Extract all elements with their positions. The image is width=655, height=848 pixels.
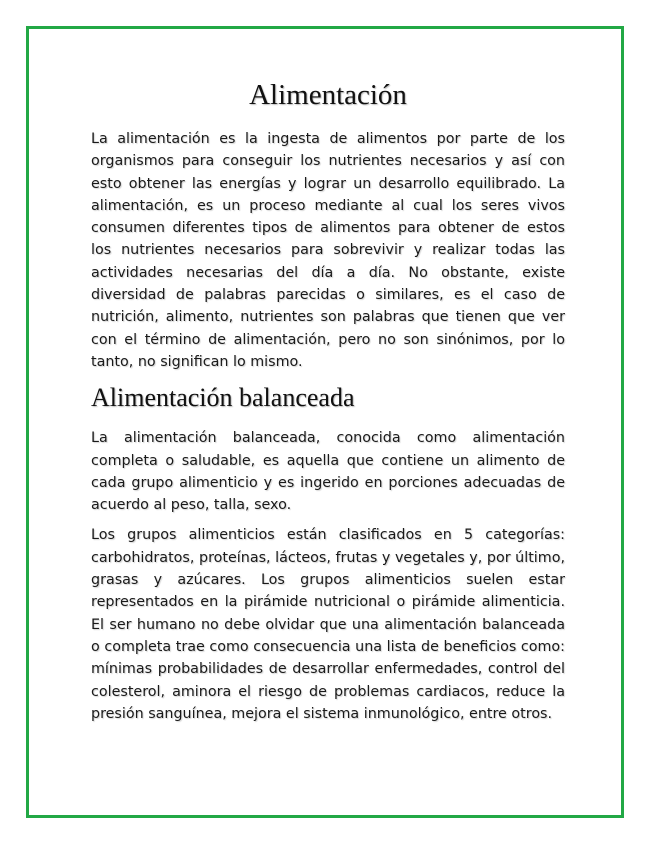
document-title: Alimentación (249, 79, 407, 111)
section-heading: Alimentación balanceada (91, 383, 355, 413)
intro-paragraph: La alimentación es la ingesta de alimentos por parte de los organismos para conseguir los nutrientes necesarios y así con esto obtener las energías y lograr un desarrollo equilibrado. La alimentación, es un proceso mediante al cual los seres vivos consumen diferentes tipos de alimentos para obtener de estos los nutrientes necesarios para sobrevivir y realizar todas las actividades necesarias del día a día. No obstante, existe diversidad de palabras parecidas o similares, es el caso de nutrición, alimento, nutrientes son palabras que tienen que ver con el término de alimentación, pero no son sinónimos, por lo tanto, no significan lo mismo. (91, 131, 565, 370)
document-content (91, 76, 565, 733)
section-paragraph: La alimentación balanceada, conocida como alimentación completa o saludable, es aquella que contiene un alimento de cada grupo alimenticio y es ingerido en porciones adecuadas de acuerdo al peso, talla, sexo. (91, 430, 565, 514)
section-paragraph: Los grupos alimenticios están clasificados en 5 categorías: carbohidratos, proteínas, lácteos, frutas y vegetales y, por último, grasas y azúcares. Los grupos alimenticios suelen estar representados en la pirámide nutricional o pirámide alimenticia. El ser humano no debe olvidar que una alimentación balanceada o completa trae como consecuencia una lista de beneficios como: mínimas probabilidades de desarrollar enfermedades, control del colesterol, aminora el riesgo de problemas cardiacos, reduce la presión sanguínea, mejora el sistema inmunológico, entre otros. (91, 527, 565, 722)
